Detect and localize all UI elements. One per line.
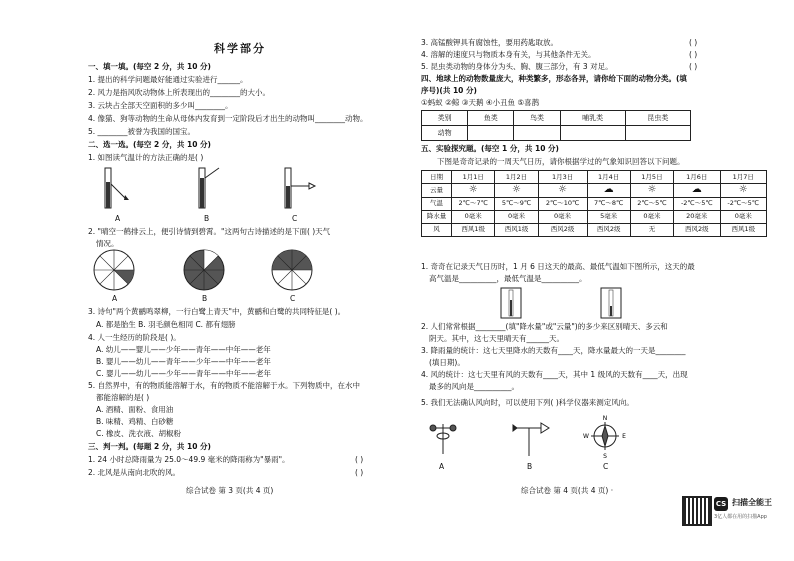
- class-header-fish: 鱼类: [468, 111, 514, 126]
- weather-cell: ☼: [720, 184, 766, 198]
- weather-cell: 0毫米: [630, 210, 673, 223]
- weather-cell: 气温: [422, 197, 452, 210]
- inst-label-c: C: [603, 462, 609, 471]
- answer-cell-insect[interactable]: [625, 126, 690, 141]
- answer-cell-mammal[interactable]: [560, 126, 625, 141]
- table-row: [422, 126, 691, 141]
- weather-cell: ☁: [587, 184, 630, 198]
- weather-cell: 无: [630, 223, 673, 236]
- animal-list: ①蚂蚁 ②鲸 ③天鹅 ④小丑鱼 ⑤喜鹊: [421, 98, 540, 107]
- weather-cell: 西风2级: [674, 223, 720, 236]
- compass-w: W: [583, 433, 589, 440]
- s2-q5-line1: 5. 自然界中，有的物质能溶解于水，有的物质不能溶解于水。下列物质中，在水中: [88, 381, 361, 390]
- s3-q1-paren: ( ): [355, 455, 364, 464]
- weather-cell: 日期: [422, 171, 452, 184]
- s5-q2-line1: 2. 人们常常根据________(填"降水量"或"云量")的多少来区别晴天、多云和: [421, 322, 668, 331]
- weather-cell: 云量: [422, 184, 452, 198]
- weather-cell: 1月7日: [720, 171, 766, 184]
- therm-label-a: A: [115, 214, 121, 223]
- wind-instruments: [427, 414, 627, 460]
- weather-cell: 0毫米: [720, 210, 766, 223]
- thermometer-figures: [95, 164, 355, 224]
- s3-q4: 4. 溶解的速度只与物质本身有关，与其他条件无关。: [421, 50, 596, 59]
- anemometer-a-figure: [430, 424, 456, 454]
- class-header-mammal: 哺乳类: [560, 111, 625, 126]
- pie-c: [272, 250, 312, 290]
- scanner-sub: 3亿人都在用的扫描App: [714, 514, 767, 520]
- weather-cell: 2℃～5℃: [630, 197, 673, 210]
- s1-q4: 4. 像猫、狗等动物的生命从母体内发育到一定阶段后才出生的动物叫________动物。: [88, 114, 368, 123]
- s5-q5: 5. 我们无法确认风向时，可以使用下列( )科学仪器来测定风向。: [421, 398, 634, 407]
- s2-q4-option-b: B. 婴儿——幼儿——青年——少年——中年——老年: [96, 357, 271, 366]
- table-row: [422, 171, 767, 184]
- s5-q3-line1: 3. 降雨量的统计：这七天里降水的天数有____天，降水量最大的一天是________: [421, 346, 686, 355]
- table-row: [422, 197, 767, 210]
- weather-cell: -2℃～5℃: [674, 197, 720, 210]
- table-row: [422, 184, 767, 198]
- thermometer-b-figure: [199, 168, 219, 208]
- s5-q4-line2: 最多的风向是__________。: [429, 382, 519, 391]
- weather-cell: 1月3日: [538, 171, 587, 184]
- s2-q4-option-a: A. 幼儿——婴儿——少年——青年——中年——老年: [96, 345, 271, 354]
- weather-cell: -2℃～5℃: [720, 197, 766, 210]
- pie-label-a: A: [112, 294, 118, 303]
- s2-q5-line2: 都能溶解的是( ): [96, 393, 150, 402]
- weather-cell: ☼: [538, 184, 587, 198]
- thermometer-a-figure: [105, 168, 129, 208]
- weather-cell: 1月6日: [674, 171, 720, 184]
- table-row: [422, 111, 691, 126]
- class-header-insect: 昆虫类: [625, 111, 690, 126]
- class-header-bird: 鸟类: [514, 111, 560, 126]
- qr-code: [682, 496, 712, 526]
- table-row: [422, 223, 767, 236]
- s2-q5-option-b: B. 味精、鸡精、白砂糖: [96, 417, 174, 426]
- s1-q1: 1. 提出的科学问题最好能通过实验进行______。: [88, 75, 248, 84]
- s3-q1: 1. 24 小时总降雨量为 25.0～49.9 毫米的降雨称为"暴雨"。: [88, 455, 290, 464]
- inst-label-b: B: [527, 462, 533, 471]
- s3-q3-paren: ( ): [689, 38, 698, 47]
- s5-q1-line1: 1. 奇奇在记录天气日历时，1 月 6 日这天的最高、最低气温如下图所示，这天的最: [421, 262, 695, 271]
- s5-q1-line2: 高气温是__________，最低气温是__________。: [429, 274, 587, 283]
- weather-cell: 西风2级: [538, 223, 587, 236]
- weather-calendar: [421, 170, 767, 237]
- weather-cell: 20毫米: [674, 210, 720, 223]
- day6-thermometers: [491, 286, 641, 322]
- thermometer-c-figure: [285, 168, 315, 208]
- section-title: 科学部分: [214, 42, 266, 55]
- weather-cell: 2℃～10℃: [538, 197, 587, 210]
- weather-cell: 1月4日: [587, 171, 630, 184]
- weather-cell: 5℃～9℃: [495, 197, 538, 210]
- page4-footer: 综合试卷 第 4 页(共 4 页) ·: [521, 486, 614, 495]
- s2-q4-option-c: C. 婴儿——幼儿——少年——青年——中年——老年: [96, 369, 272, 378]
- min-temp-thermometer: [601, 288, 621, 318]
- s2-heading: 二、选一选。(每空 2 分，共 10 分): [88, 140, 211, 149]
- weather-cell: 西风1级: [720, 223, 766, 236]
- compass-c-figure: [591, 422, 619, 450]
- s2-q3: 3. 诗句"两个黄鹂鸣翠柳，一行白鹭上青天"中，黄鹂和白鹭的共同特征是( )。: [88, 307, 346, 316]
- s3-q3: 3. 高锰酸钾具有腐蚀性，要用药匙取放。: [421, 38, 559, 47]
- s5-q3-line2: (填日期)。: [429, 358, 465, 367]
- s2-q4: 4. 人一生经历的阶段是( )。: [88, 333, 181, 342]
- cloud-cover-pies: [92, 248, 332, 292]
- s5-heading: 五、实验探究题。(每空 1 分，共 10 分): [421, 144, 559, 153]
- camscanner-logo: CS: [714, 497, 728, 511]
- weather-cell: 7℃～8℃: [587, 197, 630, 210]
- s2-q2-line2: 情况。: [96, 239, 119, 248]
- s4-heading-line2: 序号)(共 10 分): [421, 86, 477, 95]
- s2-q2-line1: 2. "晴空一鹤排云上，便引诗情到碧霄。"这两句古诗描述的是下面( )天气: [88, 227, 331, 236]
- s5-q4-line1: 4. 风的统计：这七天里有风的天数有____天，其中 1 级风的天数有____天，出现: [421, 370, 688, 379]
- weather-cell: 1月2日: [495, 171, 538, 184]
- therm-label-c: C: [292, 214, 298, 223]
- weather-cell: ☼: [495, 184, 538, 198]
- s2-q5-option-c: C. 橡皮、洗衣液、胡椒粉: [96, 429, 182, 438]
- weather-cell: 1月1日: [452, 171, 495, 184]
- s1-q3: 3. 云块占全部天空面积的多少叫________。: [88, 101, 233, 110]
- compass-n: N: [602, 415, 608, 422]
- s3-q5-paren: ( ): [689, 62, 698, 71]
- s1-q2: 2. 风力是指风吹动物体上所表现出的________的大小。: [88, 88, 271, 97]
- therm-label-b: B: [204, 214, 210, 223]
- s2-q1: 1. 如图读气温计的方法正确的是( ): [88, 153, 204, 162]
- s3-q5: 5. 昆虫类动物的身体分为头、胸、腹三部分，有 3 对足。: [421, 62, 613, 71]
- weather-cell: 西风1级: [495, 223, 538, 236]
- pie-b: [184, 250, 224, 290]
- class-header-category: 类别: [422, 111, 468, 126]
- weather-cell: 1月5日: [630, 171, 673, 184]
- s2-q3-options: A. 都是胎生 B. 羽毛颜色相同 C. 都有翅膀: [96, 320, 236, 329]
- weather-cell: ☁: [674, 184, 720, 198]
- right-page: [397, 0, 794, 561]
- weather-cell: 0毫米: [452, 210, 495, 223]
- s3-q2-paren: ( ): [355, 468, 364, 477]
- class-row-label: 动物: [422, 126, 468, 141]
- weather-cell: 降水量: [422, 210, 452, 223]
- classification-table: [421, 110, 691, 141]
- max-temp-thermometer: [501, 288, 521, 318]
- pie-label-c: C: [290, 294, 296, 303]
- s3-q2: 2. 北风是从南向北吹的风。: [88, 468, 181, 477]
- inst-label-a: A: [439, 462, 445, 471]
- weather-cell: 西风1级: [452, 223, 495, 236]
- s3-heading: 三、判一判。(每题 2 分，共 10 分): [88, 442, 211, 451]
- answer-cell-fish[interactable]: [468, 126, 514, 141]
- answer-cell-bird[interactable]: [514, 126, 560, 141]
- weather-cell: 西风2级: [587, 223, 630, 236]
- wind-vane-b-figure: [513, 423, 549, 456]
- s5-intro: 下图是奇奇记录的一周天气日历，请你根据学过的气象知识回答以下问题。: [437, 157, 685, 166]
- s4-heading-line1: 四、地球上的动物数量庞大，种类繁多，形态各异，请你给下面的动物分类。(填: [421, 74, 687, 83]
- weather-cell: ☼: [630, 184, 673, 198]
- compass-e: E: [622, 433, 626, 440]
- weather-cell: 0毫米: [538, 210, 587, 223]
- weather-cell: 5毫米: [587, 210, 630, 223]
- s1-heading: 一、填一填。(每空 2 分，共 10 分): [88, 62, 211, 71]
- weather-cell: 2℃～7℃: [452, 197, 495, 210]
- weather-cell: 风: [422, 223, 452, 236]
- pie-label-b: B: [202, 294, 208, 303]
- page3-footer: 综合试卷 第 3 页(共 4 页): [186, 486, 274, 495]
- s3-q4-paren: ( ): [689, 50, 698, 59]
- scanner-name: 扫描全能王: [732, 498, 772, 507]
- s2-q5-option-a: A. 酒精、面粉、食用油: [96, 405, 174, 414]
- s1-q5: 5. ________被誉为我国的国宝。: [88, 127, 196, 136]
- weather-cell: ☼: [452, 184, 495, 198]
- s5-q2-line2: 阴天。其中，这七天里晴天有______天。: [429, 334, 564, 343]
- compass-s: S: [603, 453, 607, 460]
- pie-a: [94, 250, 134, 290]
- weather-cell: 0毫米: [495, 210, 538, 223]
- table-row: [422, 210, 767, 223]
